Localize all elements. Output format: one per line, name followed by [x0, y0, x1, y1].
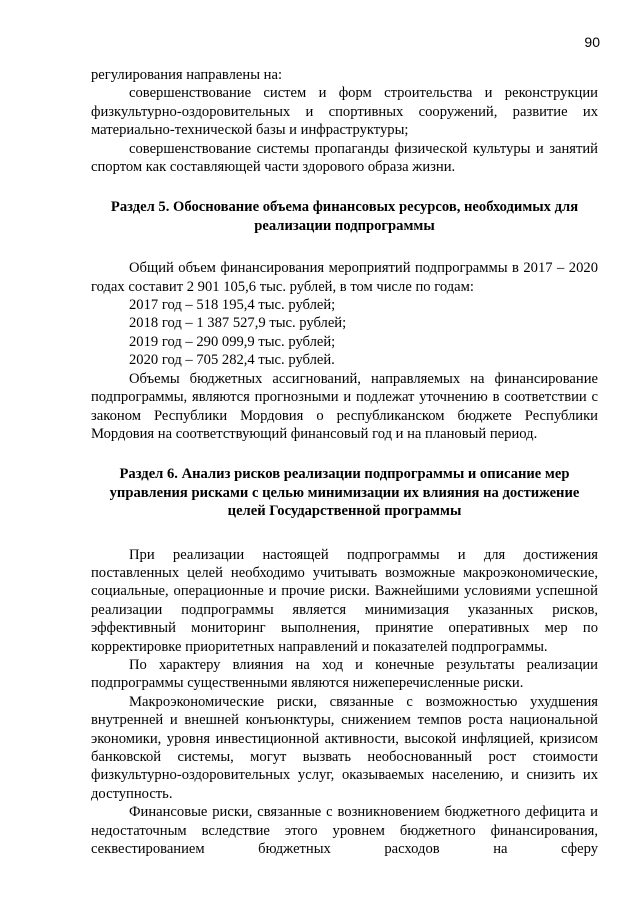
year-2019-line: 2019 год – 290 099,9 тыс. рублей;: [129, 333, 336, 350]
section6-paragraph-2: По характеру влияния на ход и конечные результаты реализации подпрограммы существенными являются нижеперечисленные риски.: [91, 656, 598, 692]
section5-years-list: [91, 296, 598, 370]
year-2017-line: 2017 год – 518 195,4 тыс. рублей;: [129, 297, 336, 314]
section5-total: Общий объем финансирования мероприятий подпрограммы в 2017 – 2020 годах составит 2 901 105,6 тыс. рублей, в том числе по годам:: [91, 260, 598, 295]
document-body: [91, 66, 598, 858]
section5-heading: Раздел 5. Обоснование объема финансовых ресурсов, необходимых для реализации подпрограммы: [110, 199, 579, 234]
section6-heading: Раздел 6. Анализ рисков реализации подпрограммы и описание мер управления рисками с целью минимизации их влияния на достижение целей Государственной программы: [109, 466, 580, 520]
section6-paragraph-1: При реализации настоящей подпрограммы и для достижения поставленных целей необходимо учитывать возможные макроэкономические, социальные, операционные и прочие риски. Важнейшими условиями успешной реализации подпрограммы является минимизация указанных рисков, эффективный мониторинг выполнения, принятие оперативных мер по корректировке приоритетных направлений и показателей подпрограммы.: [91, 546, 598, 655]
page-number: 90: [584, 34, 600, 50]
intro-lead: регулирования направлены на:: [91, 67, 283, 83]
section6-paragraph-4: Финансовые риски, связанные с возникновением бюджетного дефицита и недостаточным вследствие этого уровнем бюджетного финансирования, секвестированием бюджетных расходов на сферу: [91, 804, 598, 858]
year-2018-line: 2018 год – 1 387 527,9 тыс. рублей;: [129, 315, 347, 332]
intro-item-1: совершенствование систем и форм строительства и реконструкции физкультурно-оздоровительных и спортивных сооружений, развитие их материально-технической базы и инфраструктуры;: [91, 85, 598, 139]
section6-paragraph-3: Макроэкономические риски, связанные с возможностью ухудшения внутренней и внешней конъюнктуры, снижением темпов роста национальной экономики, уровня инвестиционной активности, высокой инфляцией, кризисом банковской системы, могут вызвать необоснованный рост стоимости физкультурно-оздоровительных услуг, оказываемых населению, и снизить их доступность.: [91, 693, 598, 802]
intro-item-2: совершенствование системы пропаганды физической культуры и занятий спортом как составляющей части здорового образа жизни.: [91, 140, 598, 176]
section5-note: Объемы бюджетных ассигнований, направляемых на финансирование подпрограммы, являются прогнозными и подлежат уточнению в соответствии с законом Республики Мордовия о республиканском бюджете Республики Мордовия на соответствующий финансовый год и на плановый период.: [91, 370, 598, 442]
year-2020-line: 2020 год – 705 282,4 тыс. рублей.: [129, 352, 335, 369]
